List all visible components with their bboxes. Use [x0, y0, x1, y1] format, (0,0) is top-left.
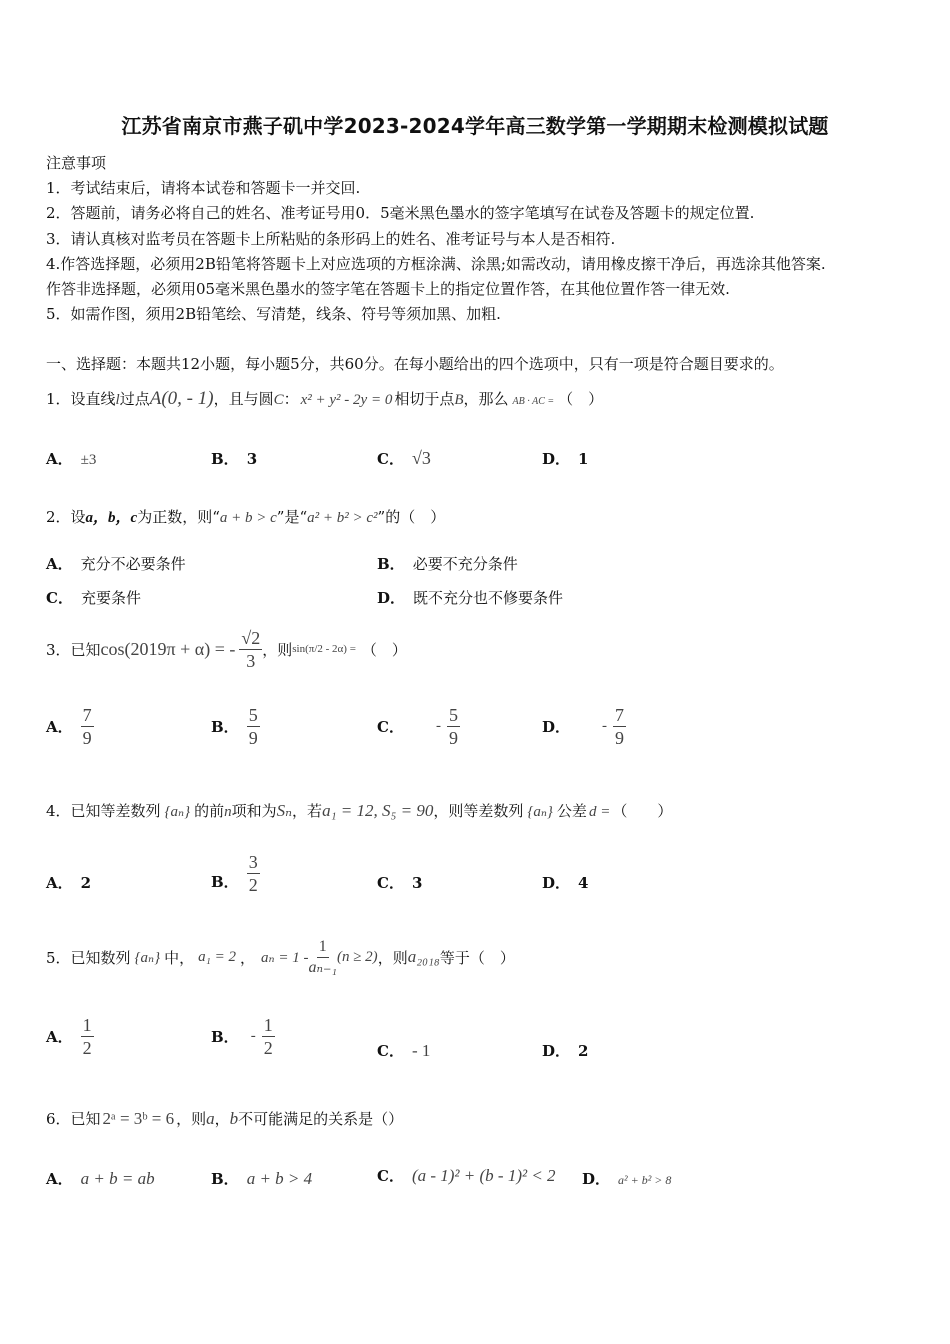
- question-4: 4．已知等差数列 {aₙ} 的前n项和为Sₙ，若a₁ = 12, S₅ = 90，则等差数列 {aₙ} 公差 d = （ ）: [46, 801, 673, 820]
- q1-option-b: B． 3: [211, 450, 258, 468]
- q4-option-a: A． 2: [46, 874, 92, 892]
- q3-option-d: D． - $\frac{7}{9}$: [542, 705, 625, 748]
- q2-option-c: C． 充要条件: [46, 589, 141, 607]
- q6-option-d: D． a² + b² > 8: [582, 1170, 672, 1188]
- q5-condition: (n ≥ 2): [336, 948, 378, 965]
- q5-option-a: A． $\frac{1}{2}$: [46, 1015, 92, 1058]
- question-5: 5．已知数列 {aₙ} 中， a₁ = 2 ， aₙ = 1 - $\frac{1}{\text{aₙ₋₁}}$ (n ≥ 2) ，则 a₂₀₁₈ 等于（ ）: [46, 937, 515, 976]
- q1-point: A(0, - 1): [149, 388, 214, 409]
- q4-option-d: D． 4: [542, 874, 589, 892]
- notice-item: 3．请认真核对监考员在答题卡上所粘贴的条形码上的姓名、准考证号与本人是否相符.: [46, 230, 616, 248]
- q1-text: 相切于点: [394, 390, 455, 408]
- q1-text: 过点: [119, 390, 150, 408]
- q6-option-b: B． a + b > 4: [211, 1169, 313, 1188]
- notice-heading: 注意事项: [46, 154, 107, 172]
- q1-option-d: D． 1: [542, 450, 589, 468]
- q3-option-b: B． $\frac{5}{9}$: [211, 705, 258, 748]
- q4-sequence: {aₙ}: [164, 804, 191, 820]
- notice-item: 4.作答选择题，必须用2B铅笔将答题卡上对应选项的方框涂满、涂黑;如需改动，请用橡皮擦干净后，再选涂其他答案.: [46, 255, 826, 273]
- q2-expression-2: a² + b² > c²: [307, 510, 378, 526]
- q3-target: sin(π/2 - 2α) =: [292, 643, 356, 655]
- q5-sequence: {aₙ}: [134, 949, 161, 966]
- question-1: [46, 388, 603, 410]
- q2-option-a: A． 充分不必要条件: [46, 555, 186, 573]
- q1-text: 1．设直线: [46, 390, 116, 408]
- q3-option-c: C． - $\frac{5}{9}$: [377, 705, 458, 748]
- q5-recurrence: aₙ = 1 -: [261, 949, 309, 966]
- q1-tangent-point: B: [454, 392, 464, 408]
- notice-item: 作答非选择题，必须用05毫米黑色墨水的签字笔在答题卡上的指定位置作答，在其他位置作答一律无效.: [46, 280, 730, 298]
- q6-option-c: C． (a - 1)² + (b - 1)² < 2: [377, 1166, 556, 1185]
- q6-option-a: A． a + b = ab: [46, 1169, 155, 1188]
- q5-target: a₂₀₁₈: [407, 947, 440, 966]
- section-heading: 一、选择题：本题共12小题，每小题5分，共60分。在每小题给出的四个选项中，只有一项是符合题目要求的。: [46, 355, 784, 373]
- q1-option-c: C． √3: [377, 448, 431, 468]
- q5-option-d: D． 2: [542, 1042, 589, 1060]
- q1-text: ，那么: [463, 390, 509, 408]
- q4-condition: a₁ = 12, S₅ = 90: [322, 801, 434, 820]
- q5-initial: a₁ = 2: [198, 948, 236, 965]
- notice-item: 2．答题前，请务必将自己的姓名、准考证号用0．5毫米黑色墨水的签字笔填写在试卷及答题卡的规定位置.: [46, 204, 755, 222]
- q3-option-a: A． $\frac{7}{9}$: [46, 705, 92, 748]
- q2-expression-1: a + b > c: [219, 510, 277, 526]
- q6-equation: 2ᵃ = 3ᵇ = 6: [102, 1109, 175, 1128]
- q5-recurrence-fraction: $\frac{1}{\text{aₙ₋₁}}$: [308, 937, 337, 976]
- q2-option-d: D． 既不充分也不修要条件: [377, 589, 564, 607]
- page-title: 江苏省南京市燕子矶中学2023-2024学年高三数学第一学期期末检测模拟试题: [121, 114, 829, 138]
- q2-option-b: B． 必要不充分条件: [377, 555, 518, 573]
- question-2: 2．设a，b，c为正数，则“a + b > c”是“a² + b² > c²”的（ ）: [46, 508, 446, 526]
- q1-option-a: A． ±3: [46, 450, 97, 468]
- q1-text: ：: [283, 390, 299, 408]
- question-6: 6．已知 2ᵃ = 3ᵇ = 6 ，则a，b不可能满足的关系是（）: [46, 1109, 404, 1128]
- q3-given: cos(2019π + α) = -: [100, 638, 236, 659]
- q1-line-symbol: l: [115, 392, 120, 408]
- q4-option-c: C． 3: [377, 874, 423, 892]
- notice-item: 1．考试结束后，请将本试卷和答题卡一并交回.: [46, 179, 361, 197]
- q4-option-b: B． $\frac{3}{2}$: [211, 851, 258, 895]
- q1-circle-equation: x² + y² - 2y = 0: [300, 392, 393, 408]
- q5-option-c: C． - 1: [377, 1041, 431, 1060]
- q4-sum: Sₙ: [276, 801, 293, 820]
- notice-item: 5．如需作图，须用2B铅笔绘、写清楚，线条、符号等须加黑、加粗.: [46, 305, 501, 323]
- q1-text: ，且与圆: [213, 390, 274, 408]
- question-3: 3．已知 cos(2019π + α) = - $\frac{√2}{3}$ ，则 sin(π/2 - 2α) = （ ）: [46, 627, 407, 671]
- q1-dot-product: AB · AC =: [512, 396, 555, 407]
- q4-sequence: {aₙ}: [527, 804, 553, 820]
- q1-circle-symbol: C: [273, 392, 284, 408]
- q1-text: （ ）: [558, 390, 604, 408]
- q2-variables: a，b，c: [85, 510, 138, 526]
- q3-given-fraction: $\frac{√2}{3}$: [241, 627, 261, 671]
- q5-option-b: B． - $\frac{1}{2}$: [211, 1015, 273, 1058]
- q4-difference: d =: [588, 804, 611, 820]
